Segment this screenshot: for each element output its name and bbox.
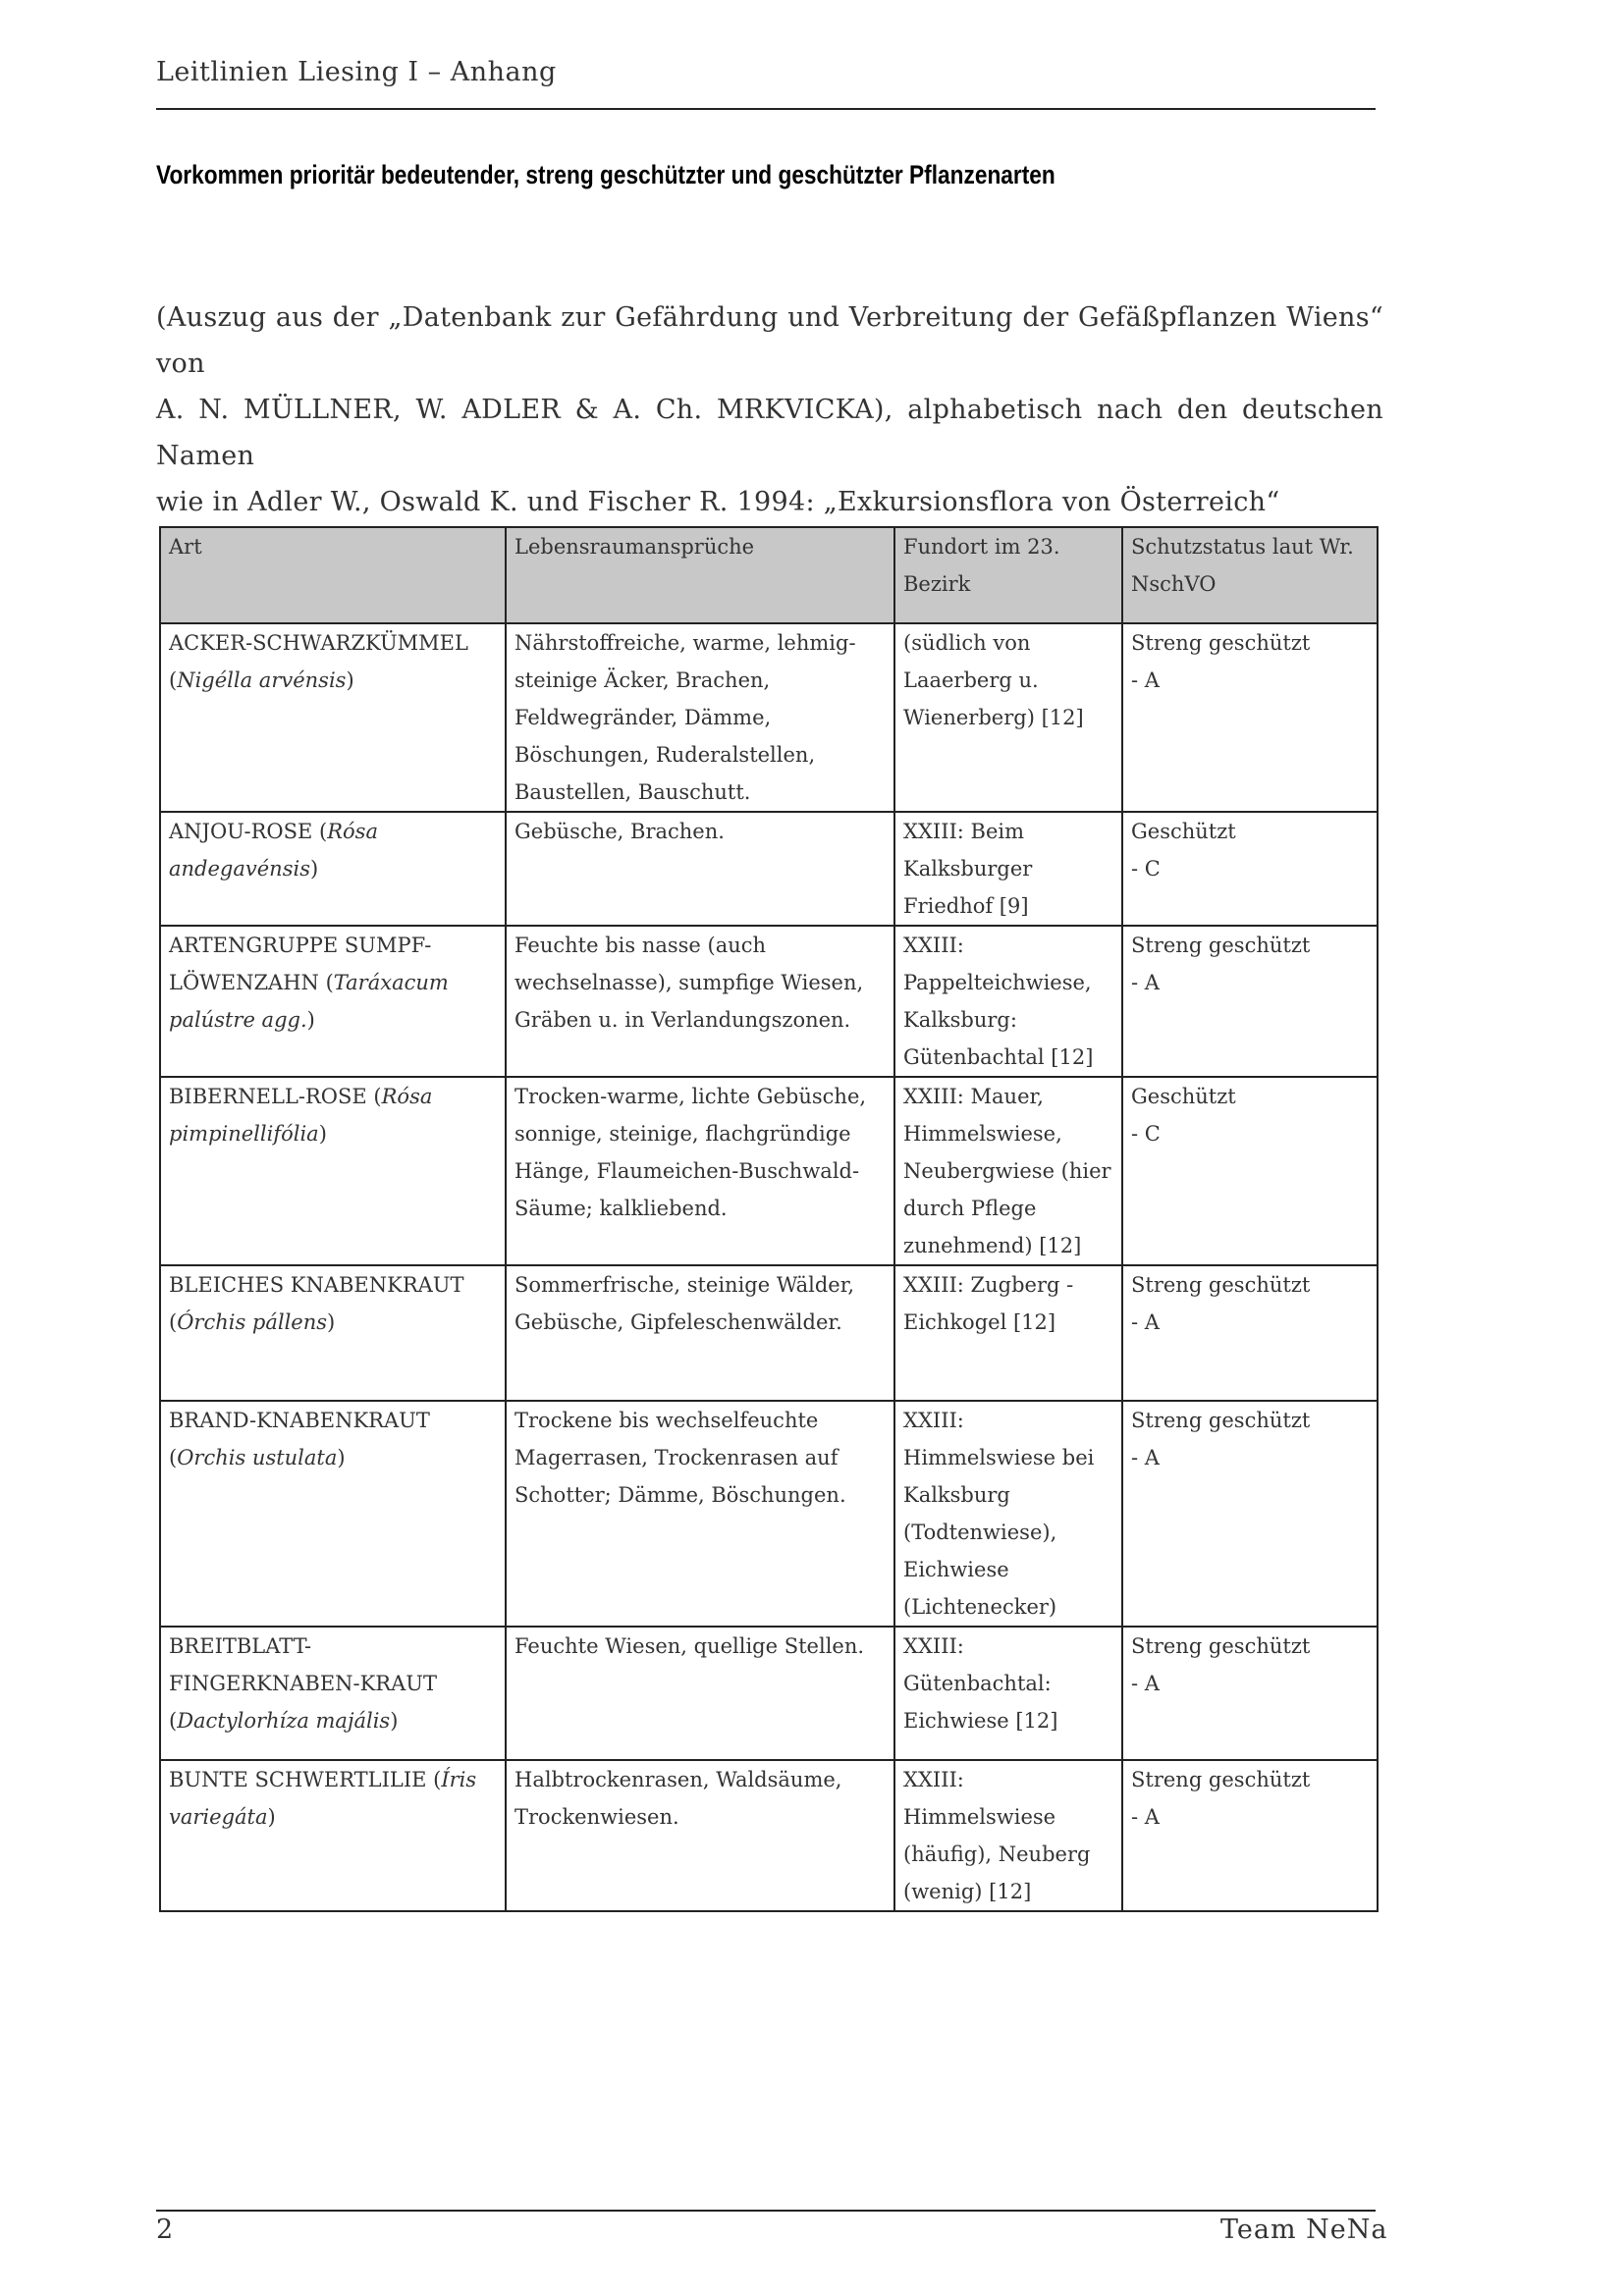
common-name: ACKER-SCHWARZKÜMMEL — [169, 631, 468, 655]
cell-status — [1122, 1265, 1378, 1401]
common-name: BIBERNELL-ROSE — [169, 1085, 367, 1108]
status-text: Geschützt — [1131, 1085, 1236, 1108]
cell-art: ANJOU-ROSE (Rósa andegavénsis) — [160, 812, 506, 926]
page-number: 2 — [156, 2215, 174, 2245]
cell-status — [1122, 812, 1378, 926]
cell-fundort: XXIII: Himmelswiese (häufig), Neuberg (wenig) [12] — [894, 1760, 1122, 1911]
common-name: BUNTE SCHWERTLILIE — [169, 1768, 427, 1791]
species-name: Rósa andegavénsis — [169, 820, 378, 881]
species-name: Íris variegáta — [169, 1768, 477, 1829]
column-header-status: Schutzstatus laut Wr. NschVO — [1122, 527, 1378, 623]
status-text: Streng geschützt — [1131, 1273, 1311, 1297]
cell-art: BREITBLATT-FINGERKNABEN-KRAUT (Dactylorhíza majális) — [160, 1627, 506, 1760]
status-category: - A — [1131, 1805, 1160, 1829]
common-name: ANJOU-ROSE — [169, 820, 313, 843]
table-row — [160, 623, 1378, 812]
cell-status — [1122, 1760, 1378, 1911]
header-divider — [156, 108, 1376, 110]
cell-status — [1122, 623, 1378, 812]
common-name: BREITBLATT-FINGERKNABEN-KRAUT — [169, 1634, 437, 1695]
cell-fundort: XXIII: Beim Kalksburger Friedhof [9] — [894, 812, 1122, 926]
status-category: - A — [1131, 1672, 1160, 1695]
species-name: Rósa pimpinellifólia — [169, 1085, 433, 1146]
footer-team: Team NeNa — [1220, 2215, 1388, 2245]
cell-habitat: Feuchte Wiesen, quellige Stellen. — [506, 1627, 894, 1760]
cell-habitat: Sommerfrische, steinige Wälder, Gebüsche, Gipfeleschenwälder. — [506, 1265, 894, 1401]
table-row — [160, 1077, 1378, 1265]
status-category: - A — [1131, 971, 1160, 994]
common-name: ARTENGRUPPE SUMPF-LÖWENZAHN — [169, 934, 432, 994]
common-name: BLEICHES KNABENKRAUT — [169, 1273, 464, 1297]
cell-art: ACKER-SCHWARZKÜMMEL (Nigélla arvénsis) — [160, 623, 506, 812]
cell-fundort: XXIII: Mauer, Himmelswiese, Neubergwiese (hier durch Pflege zunehmend) [12] — [894, 1077, 1122, 1265]
cell-habitat: Gebüsche, Brachen. — [506, 812, 894, 926]
status-text: Streng geschützt — [1131, 1409, 1311, 1432]
cell-status — [1122, 926, 1378, 1077]
status-category: - C — [1131, 1122, 1161, 1146]
species-table — [159, 526, 1379, 1912]
cell-art: ARTENGRUPPE SUMPF-LÖWENZAHN (Taráxacum palústre agg.) — [160, 926, 506, 1077]
status-category: - A — [1131, 1310, 1160, 1334]
cell-status — [1122, 1627, 1378, 1760]
cell-fundort: (südlich von Laaerberg u. Wienerberg) [12] — [894, 623, 1122, 812]
column-header-habitat: Lebensraumansprüche — [506, 527, 894, 623]
cell-fundort: XXIII: Pappelteichwiese, Kalksburg: Gütenbachtal [12] — [894, 926, 1122, 1077]
cell-art: BIBERNELL-ROSE (Rósa pimpinellifólia) — [160, 1077, 506, 1265]
status-category: - A — [1131, 668, 1160, 692]
species-name: Órchis pállens — [177, 1310, 328, 1334]
table-row — [160, 1265, 1378, 1401]
table-row — [160, 926, 1378, 1077]
cell-art: BLEICHES KNABENKRAUT (Órchis pállens) — [160, 1265, 506, 1401]
cell-habitat: Feuchte bis nasse (auch wechselnasse), sumpfige Wiesen, Gräben u. in Verlandungszonen. — [506, 926, 894, 1077]
intro-line-3: wie in Adler W., Oswald K. und Fischer R. 1994: „Exkursionsflora von Österreich“ — [156, 487, 1280, 517]
cell-habitat: Nährstoffreiche, warme, lehmig-steinige Äcker, Brachen, Feldwegränder, Dämme, Böschungen, Ruderalstellen, Baustellen, Bauschutt. — [506, 623, 894, 812]
intro-line-1: (Auszug aus der „Datenbank zur Gefährdung und Verbreitung der Gefäßpflanzen Wiens“ von — [156, 302, 1383, 379]
column-header-fundort: Fundort im 23. Bezirk — [894, 527, 1122, 623]
cell-status — [1122, 1401, 1378, 1627]
intro-paragraph — [156, 294, 1383, 525]
cell-fundort: XXIII: Zugberg - Eichkogel [12] — [894, 1265, 1122, 1401]
running-header: Leitlinien Liesing I – Anhang — [156, 57, 557, 87]
column-header-art: Art — [160, 527, 506, 623]
status-text: Streng geschützt — [1131, 1634, 1311, 1658]
table-header-row — [160, 527, 1378, 623]
status-text: Streng geschützt — [1131, 934, 1311, 957]
intro-line-2: A. N. MÜLLNER, W. ADLER & A. Ch. MRKVICKA), alphabetisch nach den deutschen Namen — [156, 395, 1383, 471]
status-text: Geschützt — [1131, 820, 1236, 843]
cell-art: BRAND-KNABENKRAUT (Orchis ustulata) — [160, 1401, 506, 1627]
cell-status — [1122, 1077, 1378, 1265]
species-name: Nigélla arvénsis — [177, 668, 347, 692]
species-name: Taráxacum palústre agg. — [169, 971, 449, 1032]
cell-habitat: Trocken-warme, lichte Gebüsche, sonnige, steinige, flachgründige Hänge, Flaumeichen-Buschwald-Säume; kalkliebend. — [506, 1077, 894, 1265]
cell-fundort: XXIII: Gütenbachtal: Eichwiese [12] — [894, 1627, 1122, 1760]
table-row — [160, 1627, 1378, 1760]
table-row — [160, 812, 1378, 926]
cell-fundort: XXIII: Himmelswiese bei Kalksburg (Todtenwiese), Eichwiese (Lichtenecker) — [894, 1401, 1122, 1627]
status-category: - A — [1131, 1446, 1160, 1469]
cell-art: BUNTE SCHWERTLILIE (Íris variegáta) — [160, 1760, 506, 1911]
footer-divider — [156, 2210, 1376, 2212]
species-name: Dactylorhíza majális — [177, 1709, 391, 1733]
document-title: Vorkommen prioritär bedeutender, streng geschützter und geschützter Pflanzenarten — [156, 160, 1055, 189]
cell-habitat: Trockene bis wechselfeuchte Magerrasen, Trockenrasen auf Schotter; Dämme, Böschungen. — [506, 1401, 894, 1627]
cell-habitat: Halbtrockenrasen, Waldsäume, Trockenwiesen. — [506, 1760, 894, 1911]
status-category: - C — [1131, 857, 1161, 881]
common-name: BRAND-KNABENKRAUT — [169, 1409, 430, 1432]
species-name: Orchis ustulata — [177, 1446, 338, 1469]
status-text: Streng geschützt — [1131, 631, 1311, 655]
table-row — [160, 1760, 1378, 1911]
table-row — [160, 1401, 1378, 1627]
status-text: Streng geschützt — [1131, 1768, 1311, 1791]
